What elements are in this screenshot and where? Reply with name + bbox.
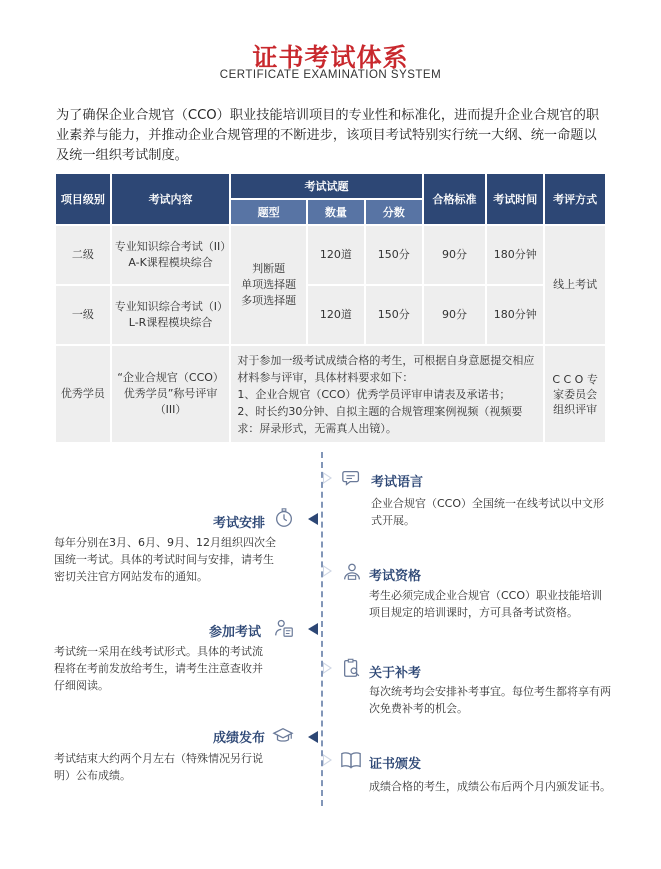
timeline-marker: [323, 565, 332, 577]
left-item-title: 成绩发布: [213, 731, 266, 746]
description-line: 对于参加一级考试成绩合格的考生，可根据自身意愿提交相应材料参与评审，具体材料要求如下：: [237, 353, 535, 384]
timeline-marker: [308, 623, 318, 635]
question-type: 多项选择题: [241, 294, 297, 307]
description-line: 1、企业合规官（CCO）优秀学员评审申请表及承诺书；: [237, 387, 511, 401]
content-line: L-R课程模块综合: [128, 316, 213, 329]
row-pass: 90分: [424, 286, 486, 344]
timeline-marker: [323, 472, 332, 484]
timeline-marker: [323, 662, 332, 674]
row-score: 150分: [366, 226, 422, 284]
content-line: 优秀学员”称号评审: [123, 387, 218, 400]
header-type: 题型: [231, 200, 306, 224]
graduation-cap-icon: [272, 725, 294, 747]
left-item-text: 考试统一采用在线考试形式。具体的考试流程将在考前发放给考生，请考生注意查收并仔细阅读。: [54, 645, 263, 692]
header-level: 项目级别: [56, 174, 110, 224]
intro-paragraph: 为了确保企业合规官（CCO）职业技能培训项目的专业性和标准化，进而提升企业合规官的职业素养与能力，并推动企业合规管理的不断进步，该项目考试特别实行统一大纲、统一命题以及统一组织考试制度。: [56, 108, 600, 163]
chat-bubble-icon: [341, 467, 363, 489]
timeline-marker: [323, 754, 332, 766]
timeline-marker: [308, 513, 318, 525]
excellent-level: 优秀学员: [56, 346, 110, 442]
row-time: 180分钟: [487, 286, 543, 344]
header-score: 分数: [366, 200, 422, 224]
row-pass: 90分: [424, 226, 486, 284]
header-count: 数量: [308, 200, 364, 224]
header-questions: 考试试题: [231, 174, 421, 198]
header-method: 考评方式: [545, 174, 605, 224]
row-score: 150分: [366, 286, 422, 344]
header-time: 考试时间: [487, 174, 543, 224]
timeline-marker: [308, 731, 318, 743]
row-level: 一级: [56, 286, 110, 344]
question-types: [231, 226, 306, 344]
header-pass: 合格标准: [424, 174, 486, 224]
clipboard-search-icon: [341, 657, 363, 679]
left-item-title: 参加考试: [209, 625, 262, 640]
content-line: （III）: [154, 403, 187, 416]
content-line: 专业知识综合考试（II）: [114, 240, 232, 253]
right-item-title: 证书颁发: [369, 757, 422, 772]
description-line: 2、时长约30分钟、自拟主题的合规管理案例视频（视频要求：屏录形式，无需真人出镜）。: [237, 404, 523, 435]
right-item-text: 考生必须完成企业合规官（CCO）职业技能培训项目规定的培训课时，方可具备考试资格。: [369, 589, 603, 619]
table-row-excellent: [56, 346, 605, 442]
person-document-icon: [273, 617, 295, 639]
question-type: 单项选择题: [241, 278, 297, 291]
open-book-icon: [340, 749, 362, 771]
timeline-divider: [321, 452, 323, 806]
right-item-text: 每次统考均会安排补考事宜。每位考生都将享有两次免费补考的机会。: [369, 685, 611, 715]
exam-table: [54, 172, 607, 444]
header-content: 考试内容: [112, 174, 230, 224]
excellent-description: [231, 346, 543, 442]
excellent-method: C C O 专家委员会组织评审: [545, 346, 605, 442]
row-count: 120道: [308, 286, 364, 344]
content-line: 专业知识综合考试（I）: [114, 300, 229, 313]
right-item-text: 成绩合格的考生，成绩公布后两个月内颁发证书。: [369, 780, 611, 793]
left-item-text: 每年分别在3月、6月、9月、12月组织四次全国统一考试。具体的考试时间与安排，请考生密切关注官方网站发布的通知。: [54, 536, 276, 583]
row-content: [112, 286, 230, 344]
row-level: 二级: [56, 226, 110, 284]
page-subtitle: CERTIFICATE EXAMINATION SYSTEM: [219, 69, 442, 81]
question-type: 判断题: [252, 262, 286, 275]
teacher-icon: [341, 561, 363, 583]
left-item-text: 考试结束大约两个月左右（特殊情况另行说明）公布成绩。: [54, 752, 263, 782]
excellent-content: [112, 346, 230, 442]
online-method: 线上考试: [545, 226, 605, 344]
row-count: 120道: [308, 226, 364, 284]
right-item-title: 考试资格: [369, 569, 422, 584]
row-content: [112, 226, 230, 284]
stopwatch-icon: [273, 507, 295, 529]
left-item-title: 考试安排: [213, 516, 266, 531]
row-time: 180分钟: [487, 226, 543, 284]
right-item-title: 考试语言: [371, 475, 424, 490]
table-row: [56, 286, 605, 344]
content-line: “企业合规官（CCO）: [117, 371, 224, 384]
table-row: [56, 226, 605, 284]
right-item-title: 关于补考: [369, 666, 422, 681]
right-item-text: 企业合规官（CCO）全国统一在线考试以中文形式开展。: [371, 497, 605, 527]
content-line: A-K课程模块综合: [128, 256, 213, 269]
page-title: 证书考试体系: [252, 43, 409, 72]
